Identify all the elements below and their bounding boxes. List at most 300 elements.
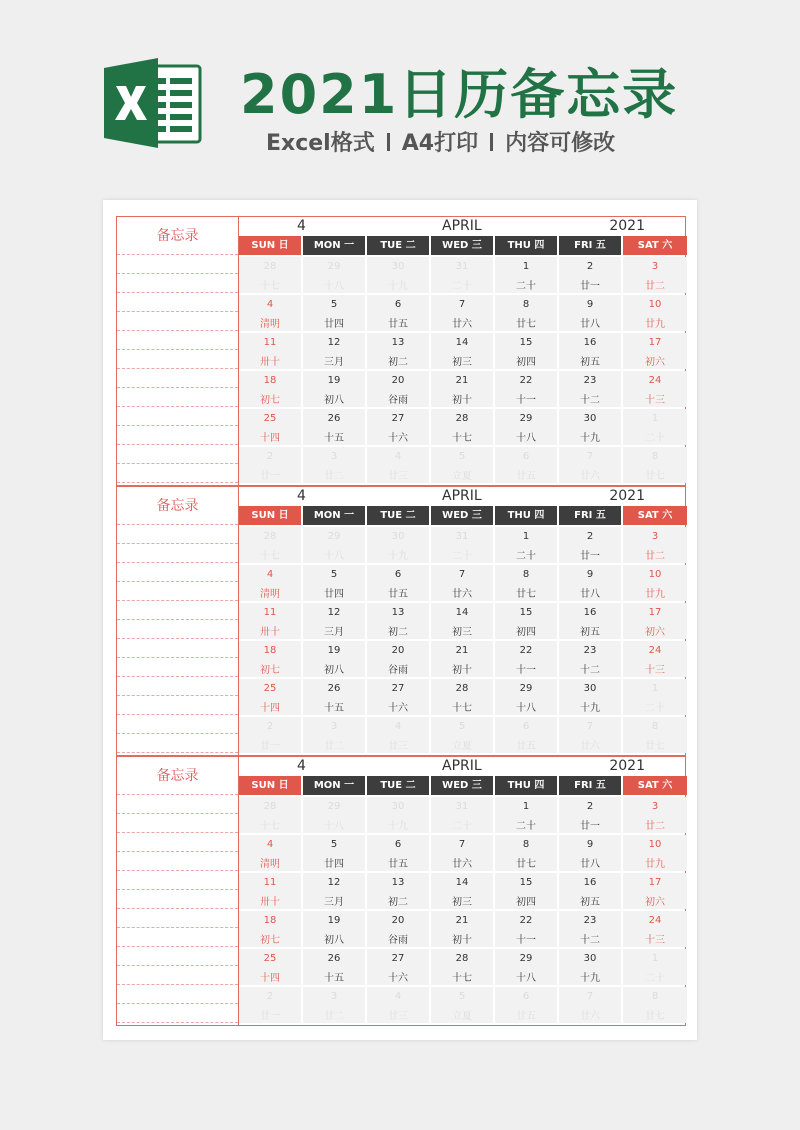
calendar-header bbox=[239, 217, 685, 236]
calendar-day-cell[interactable] bbox=[303, 565, 365, 601]
memo-line[interactable] bbox=[117, 582, 238, 601]
calendar-day-cell[interactable] bbox=[367, 257, 429, 293]
day-number: 26 bbox=[327, 953, 341, 964]
calendar-day-cell[interactable] bbox=[623, 333, 687, 369]
calendar-day-cell[interactable] bbox=[239, 641, 301, 677]
lunar-date: 廿二 bbox=[645, 281, 665, 292]
calendar-day-cell[interactable] bbox=[303, 603, 365, 639]
calendar-day-cell[interactable] bbox=[559, 257, 621, 293]
day-number: 28 bbox=[263, 261, 277, 272]
memo-line[interactable] bbox=[117, 601, 238, 620]
day-number: 5 bbox=[330, 569, 338, 580]
lunar-date: 廿六 bbox=[452, 319, 472, 330]
memo-line[interactable] bbox=[117, 350, 238, 369]
lunar-date: 初二 bbox=[388, 897, 408, 908]
calendar-day-cell[interactable] bbox=[623, 797, 687, 833]
lunar-date: 初二 bbox=[388, 627, 408, 638]
memo-line[interactable] bbox=[117, 890, 238, 909]
day-number: 24 bbox=[648, 375, 662, 386]
memo-column bbox=[117, 487, 239, 755]
calendar-day-cell[interactable] bbox=[495, 679, 557, 715]
calendar-day-cell[interactable] bbox=[495, 257, 557, 293]
day-number: 3 bbox=[651, 261, 659, 272]
calendar-day-cell[interactable] bbox=[559, 797, 621, 833]
day-number: 13 bbox=[391, 877, 405, 888]
calendar-day-cell[interactable] bbox=[623, 257, 687, 293]
calendar-day-cell[interactable] bbox=[367, 641, 429, 677]
lunar-date: 初二 bbox=[388, 357, 408, 368]
calendar-day-cell[interactable] bbox=[559, 447, 621, 483]
lunar-date: 十四 bbox=[260, 703, 280, 714]
calendar-day-cell[interactable] bbox=[367, 527, 429, 563]
calendar-day-cell[interactable] bbox=[239, 873, 301, 909]
lunar-date: 十七 bbox=[260, 281, 280, 292]
lunar-date: 十九 bbox=[388, 281, 408, 292]
calendar-day-cell[interactable] bbox=[623, 409, 687, 445]
calendar-day-cell[interactable] bbox=[559, 565, 621, 601]
day-number: 23 bbox=[583, 645, 597, 656]
calendar-day-cell[interactable] bbox=[623, 565, 687, 601]
calendar-day-cell[interactable] bbox=[303, 409, 365, 445]
day-number: 8 bbox=[522, 569, 530, 580]
lunar-date: 廿五 bbox=[516, 1011, 536, 1022]
memo-line[interactable] bbox=[117, 426, 238, 445]
lunar-date: 十五 bbox=[324, 703, 344, 714]
lunar-date: 廿五 bbox=[516, 741, 536, 752]
year: 2021 bbox=[609, 758, 645, 774]
lunar-date: 谷雨 bbox=[388, 665, 408, 676]
calendar-day-cell[interactable] bbox=[303, 911, 365, 947]
calendar-day-cell[interactable] bbox=[431, 295, 493, 331]
lunar-date: 二十 bbox=[452, 551, 472, 562]
day-number: 20 bbox=[391, 915, 405, 926]
calendar-day-cell[interactable] bbox=[623, 447, 687, 483]
lunar-date: 十六 bbox=[388, 973, 408, 984]
calendar-day-cell[interactable] bbox=[303, 987, 365, 1023]
calendar-day-cell[interactable] bbox=[495, 409, 557, 445]
memo-line[interactable] bbox=[117, 255, 238, 274]
memo-line[interactable] bbox=[117, 525, 238, 544]
day-number: 12 bbox=[327, 337, 341, 348]
calendar-day-cell[interactable] bbox=[495, 987, 557, 1023]
lunar-date: 十八 bbox=[324, 821, 344, 832]
day-number: 18 bbox=[263, 645, 277, 656]
day-number: 14 bbox=[455, 607, 469, 618]
lunar-date: 初十 bbox=[452, 935, 472, 946]
memo-line[interactable] bbox=[117, 407, 238, 426]
calendar-day-cell[interactable] bbox=[431, 717, 493, 753]
lunar-date: 初十 bbox=[452, 395, 472, 406]
calendar-day-cell[interactable] bbox=[303, 527, 365, 563]
day-number: 30 bbox=[583, 953, 597, 964]
calendar-day-cell[interactable] bbox=[495, 873, 557, 909]
day-number: 14 bbox=[455, 337, 469, 348]
lunar-date: 初六 bbox=[645, 357, 665, 368]
calendar-day-cell[interactable] bbox=[431, 911, 493, 947]
lunar-date: 初六 bbox=[645, 897, 665, 908]
calendar-day-cell[interactable] bbox=[239, 333, 301, 369]
day-number: 20 bbox=[391, 375, 405, 386]
day-number: 3 bbox=[651, 801, 659, 812]
calendar-day-cell[interactable] bbox=[495, 565, 557, 601]
calendar-day-cell[interactable] bbox=[367, 295, 429, 331]
calendar-day-cell[interactable] bbox=[495, 333, 557, 369]
lunar-date: 廿一 bbox=[260, 1011, 280, 1022]
calendar-day-cell[interactable] bbox=[559, 987, 621, 1023]
subtitle-print: A4打印 bbox=[401, 131, 479, 156]
memo-line[interactable] bbox=[117, 639, 238, 658]
memo-line[interactable] bbox=[117, 293, 238, 312]
day-number: 15 bbox=[519, 877, 533, 888]
day-number: 5 bbox=[458, 721, 466, 732]
weekday-header: THU 四 bbox=[495, 236, 557, 255]
calendar-day-cell[interactable] bbox=[367, 603, 429, 639]
calendar-day-cell[interactable] bbox=[623, 641, 687, 677]
calendar-day-cell[interactable] bbox=[559, 409, 621, 445]
lunar-date: 廿二 bbox=[324, 741, 344, 752]
day-number: 11 bbox=[263, 877, 277, 888]
day-number: 6 bbox=[394, 839, 402, 850]
memo-line[interactable] bbox=[117, 966, 238, 985]
calendar-day-cell[interactable] bbox=[367, 409, 429, 445]
weekday-header: SUN 日 bbox=[239, 236, 301, 255]
calendar-day-cell[interactable] bbox=[559, 295, 621, 331]
calendar-day-cell[interactable] bbox=[367, 949, 429, 985]
memo-line[interactable] bbox=[117, 658, 238, 677]
memo-line[interactable] bbox=[117, 734, 238, 753]
lunar-date: 十五 bbox=[324, 973, 344, 984]
calendar-day-cell[interactable] bbox=[303, 447, 365, 483]
day-number: 5 bbox=[330, 839, 338, 850]
calendar-day-cell[interactable] bbox=[431, 371, 493, 407]
day-number: 4 bbox=[394, 721, 402, 732]
calendar-day-cell[interactable] bbox=[623, 911, 687, 947]
lunar-date: 十九 bbox=[580, 703, 600, 714]
calendar-day-cell[interactable] bbox=[623, 295, 687, 331]
day-number: 30 bbox=[391, 531, 405, 542]
day-number: 4 bbox=[394, 991, 402, 1002]
lunar-date: 三月 bbox=[324, 897, 344, 908]
memo-line[interactable] bbox=[117, 544, 238, 563]
calendar-day-cell[interactable] bbox=[559, 679, 621, 715]
day-number: 30 bbox=[583, 413, 597, 424]
calendar-day-cell[interactable] bbox=[367, 835, 429, 871]
calendar-day-cell[interactable] bbox=[559, 333, 621, 369]
memo-line[interactable] bbox=[117, 715, 238, 734]
day-number: 2 bbox=[586, 801, 594, 812]
calendar-day-cell[interactable] bbox=[431, 409, 493, 445]
calendar-day-cell[interactable] bbox=[239, 603, 301, 639]
calendar-day-cell[interactable] bbox=[367, 447, 429, 483]
calendar-day-cell[interactable] bbox=[239, 717, 301, 753]
memo-line[interactable] bbox=[117, 985, 238, 1004]
calendar-day-cell[interactable] bbox=[559, 835, 621, 871]
weekday-header: SAT 六 bbox=[623, 776, 687, 795]
calendar-day-cell[interactable] bbox=[303, 797, 365, 833]
lunar-date: 廿六 bbox=[452, 859, 472, 870]
calendar-day-cell[interactable] bbox=[495, 527, 557, 563]
lunar-date: 十四 bbox=[260, 433, 280, 444]
calendar-day-cell[interactable] bbox=[431, 257, 493, 293]
day-number: 22 bbox=[519, 645, 533, 656]
calendar-day-cell[interactable] bbox=[303, 295, 365, 331]
day-number: 5 bbox=[458, 991, 466, 1002]
memo-column bbox=[117, 757, 239, 1025]
calendar-day-cell[interactable] bbox=[239, 295, 301, 331]
memo-line[interactable] bbox=[117, 795, 238, 814]
weekday-header: MON 一 bbox=[303, 506, 365, 525]
memo-line[interactable] bbox=[117, 388, 238, 407]
calendar-day-cell[interactable] bbox=[367, 987, 429, 1023]
calendar-day-cell[interactable] bbox=[303, 257, 365, 293]
calendar-day-cell[interactable] bbox=[431, 603, 493, 639]
lunar-date: 初六 bbox=[645, 627, 665, 638]
calendar-day-cell[interactable] bbox=[239, 409, 301, 445]
lunar-date: 初五 bbox=[580, 357, 600, 368]
lunar-date: 十二 bbox=[580, 935, 600, 946]
calendar-day-cell[interactable] bbox=[431, 835, 493, 871]
calendar-day-cell[interactable] bbox=[367, 371, 429, 407]
calendar-day-cell[interactable] bbox=[623, 717, 687, 753]
calendar-day-cell[interactable] bbox=[559, 603, 621, 639]
calendar-day-cell[interactable] bbox=[495, 603, 557, 639]
calendar-day-cell[interactable] bbox=[431, 527, 493, 563]
memo-line[interactable] bbox=[117, 464, 238, 483]
month-number: 4 bbox=[297, 218, 306, 234]
page-header bbox=[0, 0, 800, 180]
calendar-day-cell[interactable] bbox=[623, 949, 687, 985]
day-number: 7 bbox=[458, 299, 466, 310]
calendar-day-cell[interactable] bbox=[431, 797, 493, 833]
lunar-date: 立夏 bbox=[452, 471, 472, 482]
lunar-date: 廿一 bbox=[260, 741, 280, 752]
calendar-day-cell[interactable] bbox=[303, 679, 365, 715]
lunar-date: 廿七 bbox=[645, 1011, 665, 1022]
day-number: 7 bbox=[458, 839, 466, 850]
lunar-date: 廿五 bbox=[388, 319, 408, 330]
day-number: 1 bbox=[522, 531, 530, 542]
weekday-header-row bbox=[239, 776, 685, 795]
day-number: 4 bbox=[394, 451, 402, 462]
calendar-day-cell[interactable] bbox=[367, 565, 429, 601]
calendar-day-cell[interactable] bbox=[431, 949, 493, 985]
memo-line[interactable] bbox=[117, 871, 238, 890]
weekday-header: FRI 五 bbox=[559, 776, 621, 795]
day-number: 18 bbox=[263, 375, 277, 386]
calendar-day-cell[interactable] bbox=[559, 873, 621, 909]
calendar-day-cell[interactable] bbox=[239, 949, 301, 985]
day-number: 19 bbox=[327, 375, 341, 386]
memo-line[interactable] bbox=[117, 696, 238, 715]
calendar-day-cell[interactable] bbox=[303, 873, 365, 909]
lunar-date: 十一 bbox=[516, 395, 536, 406]
calendar-day-cell[interactable] bbox=[239, 565, 301, 601]
lunar-date: 廿五 bbox=[388, 859, 408, 870]
lunar-date: 初三 bbox=[452, 357, 472, 368]
calendar-day-cell[interactable] bbox=[495, 641, 557, 677]
lunar-date: 十三 bbox=[645, 395, 665, 406]
calendar-day-cell[interactable] bbox=[367, 679, 429, 715]
memo-line[interactable] bbox=[117, 445, 238, 464]
calendar-day-cell[interactable] bbox=[303, 949, 365, 985]
calendar-day-cell[interactable] bbox=[559, 371, 621, 407]
subtitle-editable: 内容可修改 bbox=[505, 131, 616, 156]
calendar-day-cell[interactable] bbox=[367, 873, 429, 909]
calendar-day-cell[interactable] bbox=[303, 333, 365, 369]
day-number: 9 bbox=[586, 839, 594, 850]
calendar-day-cell[interactable] bbox=[431, 641, 493, 677]
lunar-date: 廿五 bbox=[388, 589, 408, 600]
calendar-day-cell[interactable] bbox=[623, 835, 687, 871]
lunar-date: 初八 bbox=[324, 935, 344, 946]
memo-line[interactable] bbox=[117, 909, 238, 928]
calendar-day-cell[interactable] bbox=[239, 797, 301, 833]
lunar-date: 廿一 bbox=[260, 471, 280, 482]
lunar-date: 廿五 bbox=[516, 471, 536, 482]
weekday-header: SAT 六 bbox=[623, 506, 687, 525]
day-number: 3 bbox=[651, 531, 659, 542]
day-number: 15 bbox=[519, 607, 533, 618]
day-number: 28 bbox=[455, 683, 469, 694]
calendar-day-cell[interactable] bbox=[239, 911, 301, 947]
calendar-grid bbox=[239, 797, 685, 1023]
calendar-day-cell[interactable] bbox=[431, 565, 493, 601]
lunar-date: 清明 bbox=[260, 589, 280, 600]
lunar-date: 廿七 bbox=[516, 589, 536, 600]
day-number: 7 bbox=[458, 569, 466, 580]
separator-bar bbox=[387, 133, 390, 151]
calendar-day-cell[interactable] bbox=[239, 371, 301, 407]
calendar-day-cell[interactable] bbox=[559, 949, 621, 985]
calendar-day-cell[interactable] bbox=[495, 911, 557, 947]
memo-line[interactable] bbox=[117, 369, 238, 388]
calendar-day-cell[interactable] bbox=[239, 679, 301, 715]
calendar-day-cell[interactable] bbox=[239, 835, 301, 871]
day-number: 9 bbox=[586, 299, 594, 310]
lunar-date: 廿二 bbox=[645, 821, 665, 832]
day-number: 12 bbox=[327, 877, 341, 888]
calendar-memo-block bbox=[116, 756, 686, 1026]
calendar-day-cell[interactable] bbox=[239, 257, 301, 293]
day-number: 8 bbox=[522, 839, 530, 850]
memo-line[interactable] bbox=[117, 947, 238, 966]
calendar-memo-block bbox=[116, 216, 686, 486]
calendar-day-cell[interactable] bbox=[495, 371, 557, 407]
lunar-date: 十八 bbox=[516, 973, 536, 984]
calendar-day-cell[interactable] bbox=[559, 641, 621, 677]
day-number: 23 bbox=[583, 375, 597, 386]
memo-line[interactable] bbox=[117, 677, 238, 696]
lunar-date: 十九 bbox=[580, 433, 600, 444]
day-number: 2 bbox=[266, 451, 274, 462]
day-number: 1 bbox=[522, 261, 530, 272]
calendar-day-cell[interactable] bbox=[623, 987, 687, 1023]
day-number: 3 bbox=[330, 721, 338, 732]
calendar-day-cell[interactable] bbox=[495, 447, 557, 483]
calendar-day-cell[interactable] bbox=[303, 835, 365, 871]
calendar-day-cell[interactable] bbox=[495, 949, 557, 985]
calendar-day-cell[interactable] bbox=[431, 987, 493, 1023]
calendar-day-cell[interactable] bbox=[495, 797, 557, 833]
calendar bbox=[239, 487, 685, 755]
memo-line[interactable] bbox=[117, 833, 238, 852]
calendar-day-cell[interactable] bbox=[303, 371, 365, 407]
calendar-day-cell[interactable] bbox=[559, 527, 621, 563]
weekday-header: MON 一 bbox=[303, 236, 365, 255]
memo-line[interactable] bbox=[117, 1004, 238, 1023]
calendar-day-cell[interactable] bbox=[623, 527, 687, 563]
calendar-day-cell[interactable] bbox=[623, 873, 687, 909]
day-number: 16 bbox=[583, 877, 597, 888]
calendar-day-cell[interactable] bbox=[367, 333, 429, 369]
memo-line[interactable] bbox=[117, 852, 238, 871]
calendar-day-cell[interactable] bbox=[367, 717, 429, 753]
lunar-date: 廿一 bbox=[580, 821, 600, 832]
day-number: 21 bbox=[455, 645, 469, 656]
memo-line[interactable] bbox=[117, 563, 238, 582]
calendar-day-cell[interactable] bbox=[495, 295, 557, 331]
calendar-day-cell[interactable] bbox=[623, 679, 687, 715]
day-number: 16 bbox=[583, 337, 597, 348]
document-page bbox=[103, 200, 697, 1040]
calendar-day-cell[interactable] bbox=[239, 987, 301, 1023]
calendar-day-cell[interactable] bbox=[431, 873, 493, 909]
calendar-day-cell[interactable] bbox=[495, 717, 557, 753]
calendar-day-cell[interactable] bbox=[431, 447, 493, 483]
calendar-day-cell[interactable] bbox=[239, 527, 301, 563]
day-number: 7 bbox=[586, 451, 594, 462]
lunar-date: 初五 bbox=[580, 897, 600, 908]
calendar-day-cell[interactable] bbox=[559, 911, 621, 947]
lunar-date: 廿一 bbox=[580, 281, 600, 292]
memo-line[interactable] bbox=[117, 274, 238, 293]
day-number: 15 bbox=[519, 337, 533, 348]
calendar-day-cell[interactable] bbox=[495, 835, 557, 871]
day-number: 25 bbox=[263, 413, 277, 424]
calendar-day-cell[interactable] bbox=[367, 797, 429, 833]
day-number: 8 bbox=[651, 451, 659, 462]
memo-line[interactable] bbox=[117, 331, 238, 350]
memo-line[interactable] bbox=[117, 620, 238, 639]
calendar-day-cell[interactable] bbox=[303, 717, 365, 753]
calendar-day-cell[interactable] bbox=[431, 333, 493, 369]
calendar-day-cell[interactable] bbox=[239, 447, 301, 483]
memo-line[interactable] bbox=[117, 312, 238, 331]
memo-title: 备忘录 bbox=[117, 217, 238, 255]
day-number: 29 bbox=[327, 261, 341, 272]
lunar-date: 廿二 bbox=[645, 551, 665, 562]
lunar-date: 廿六 bbox=[580, 471, 600, 482]
memo-line[interactable] bbox=[117, 814, 238, 833]
lunar-date: 十七 bbox=[260, 821, 280, 832]
memo-line[interactable] bbox=[117, 928, 238, 947]
calendar-day-cell[interactable] bbox=[367, 911, 429, 947]
calendar-header bbox=[239, 757, 685, 776]
page-title: 2021日历备忘录 bbox=[240, 63, 679, 126]
calendar-day-cell[interactable] bbox=[303, 641, 365, 677]
lunar-date: 初四 bbox=[516, 897, 536, 908]
calendar-memo-block bbox=[116, 486, 686, 756]
lunar-date: 二十 bbox=[645, 973, 665, 984]
day-number: 29 bbox=[327, 801, 341, 812]
calendar-day-cell[interactable] bbox=[559, 717, 621, 753]
weekday-header: SUN 日 bbox=[239, 506, 301, 525]
calendar-day-cell[interactable] bbox=[623, 371, 687, 407]
lunar-date: 廿四 bbox=[324, 589, 344, 600]
calendar-day-cell[interactable] bbox=[431, 679, 493, 715]
calendar-day-cell[interactable] bbox=[623, 603, 687, 639]
lunar-date: 卅十 bbox=[260, 897, 280, 908]
